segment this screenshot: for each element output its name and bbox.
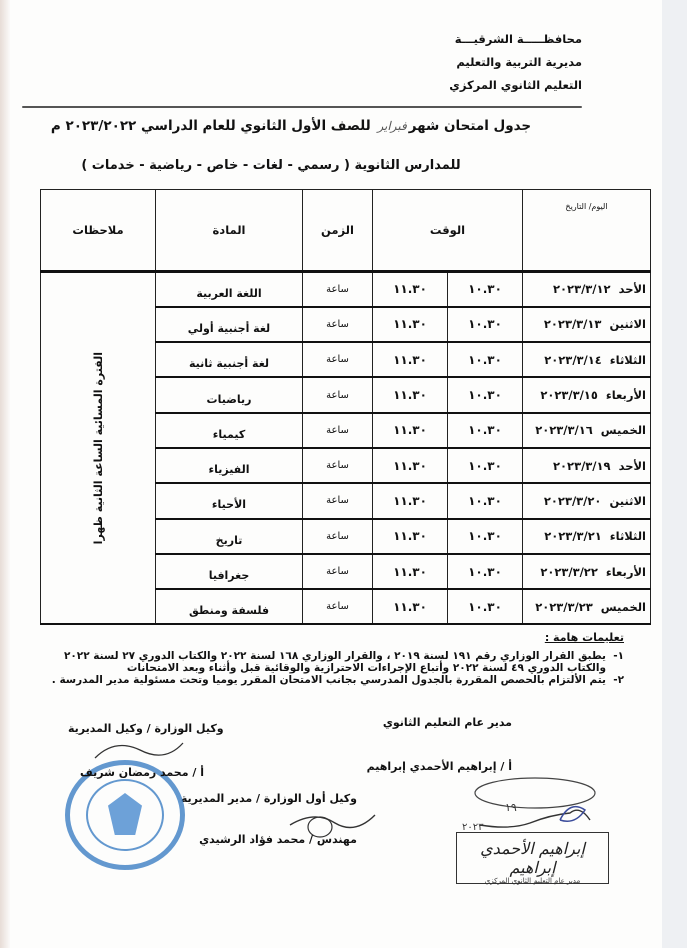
date-value: ٢٠٢٣/٣/٢٠ — [543, 493, 602, 508]
cell-time-from: ١٠.٣٠ — [448, 448, 523, 483]
signature-name-first-deputy: مهندس / محمد فؤاد الرشيدي — [199, 833, 357, 846]
cell-subject: تاريخ — [156, 519, 303, 554]
cell-duration: ساعة — [303, 342, 373, 377]
cell-time-from: ١٠.٣٠ — [448, 342, 523, 377]
header-date: اليوم/ التاريخ — [523, 190, 651, 272]
cell-date — [523, 483, 651, 518]
cell-time-from: ١٠.٣٠ — [448, 554, 523, 589]
day-name: الاثنين — [609, 493, 646, 508]
signature-title-first-deputy: وكيل أول الوزارة / مدير المديرية — [180, 792, 357, 805]
svg-text:٢٠٢٣: ٢٠٢٣ — [462, 822, 484, 833]
cell-duration: ساعة — [303, 448, 373, 483]
document-subtitle: للمدارس الثانوية ( رسمي - لغات - خاص - رياضية - خدمات ) — [81, 158, 461, 173]
day-name: الثلاثاء — [609, 529, 646, 544]
cell-date — [523, 413, 651, 448]
date-value: ٢٠٢٣/٣/١٣ — [543, 317, 602, 332]
table-header-row — [41, 190, 651, 272]
official-rectangular-stamp — [456, 832, 609, 884]
instruction-number: ٢- — [613, 674, 624, 686]
signature-name-deputy: أ / محمد رمضان شريف — [80, 766, 204, 779]
date-value: ٢٠٢٣/٣/٢٣ — [535, 599, 593, 614]
instructions — [22, 632, 624, 686]
document-title — [0, 118, 582, 134]
header-time: الوقت — [373, 190, 523, 272]
cell-duration: ساعة — [303, 413, 373, 448]
exam-schedule-table — [40, 189, 651, 625]
cell-subject: لغة أجنبية أولي — [156, 307, 303, 342]
header-divider — [22, 106, 582, 108]
cell-date — [523, 589, 651, 624]
day-name: الخميس — [600, 599, 646, 614]
cell-subject: لغة أجنبية ثانية — [156, 342, 303, 377]
date-value: ٢٠٢٣/٣/٢١ — [544, 529, 602, 544]
cell-time-to: ١١.٣٠ — [373, 483, 448, 518]
cell-date — [523, 272, 651, 307]
title-suffix: للصف الأول الثانوي للعام الدراسي ٢٠٢٣/٢٠٢٢ م — [50, 118, 371, 134]
day-name: الاثنين — [609, 317, 646, 332]
header-subject: المادة — [156, 190, 303, 272]
date-value: ٢٠٢٣/٣/١٦ — [535, 423, 593, 438]
cell-time-to: ١١.٣٠ — [373, 589, 448, 624]
date-value: ٢٠٢٣/٣/١٢ — [553, 282, 611, 297]
cell-duration: ساعة — [303, 589, 373, 624]
instruction-text: يتم الألتزام بالحصص المقررة بالجدول المدرسي بجانب الامتحان المقرر يوميا وتحت مسئولية مدير المدرسة . — [51, 674, 606, 686]
cell-time-from: ١٠.٣٠ — [448, 483, 523, 518]
cell-time-to: ١١.٣٠ — [373, 272, 448, 307]
cell-date — [523, 519, 651, 554]
cell-time-from: ١٠.٣٠ — [448, 377, 523, 412]
cell-subject: اللغة العربية — [156, 272, 303, 307]
cell-subject: الأحياء — [156, 483, 303, 518]
cell-time-to: ١١.٣٠ — [373, 554, 448, 589]
header-notes: ملاحظات — [41, 190, 156, 272]
date-value: ٢٠٢٣/٣/١٥ — [540, 388, 598, 403]
cell-date — [523, 448, 651, 483]
instruction-item — [22, 650, 624, 674]
cell-date — [523, 554, 651, 589]
cell-time-from: ١٠.٣٠ — [448, 272, 523, 307]
cell-time-from: ١٠.٣٠ — [448, 413, 523, 448]
cell-date — [523, 377, 651, 412]
table-row — [41, 272, 651, 307]
day-name: الثلاثاء — [609, 352, 646, 367]
cell-time-from: ١٠.٣٠ — [448, 519, 523, 554]
eagle-emblem-icon — [108, 793, 142, 835]
day-name: الأحد — [618, 458, 646, 473]
cell-time-to: ١١.٣٠ — [373, 342, 448, 377]
cell-time-from: ١٠.٣٠ — [448, 307, 523, 342]
cell-duration: ساعة — [303, 519, 373, 554]
instruction-item — [22, 674, 624, 686]
date-value: ٢٠٢٣/٣/١٩ — [553, 458, 611, 473]
signature-title-deputy: وكيل الوزارة / وكيل المديرية — [68, 722, 224, 735]
title-month-handwritten: فبراير — [377, 119, 407, 133]
handwritten-signature-icon — [460, 775, 610, 835]
cell-date — [523, 307, 651, 342]
org-line-directorate: مديرية التربية والتعليم — [456, 55, 582, 69]
cell-subject: كيمياء — [156, 413, 303, 448]
cell-duration: ساعة — [303, 554, 373, 589]
cell-duration: ساعة — [303, 307, 373, 342]
header-duration: الزمن — [303, 190, 373, 272]
instructions-heading: تعليمات هامة : — [544, 631, 624, 644]
date-value: ٢٠٢٣/٣/٢٢ — [540, 564, 598, 579]
date-value: ٢٠٢٣/٣/١٤ — [544, 352, 602, 367]
cell-subject: جغرافيا — [156, 554, 303, 589]
cell-time-to: ١١.٣٠ — [373, 307, 448, 342]
cell-duration: ساعة — [303, 272, 373, 307]
cell-duration: ساعة — [303, 377, 373, 412]
day-name: الخميس — [600, 423, 646, 438]
cell-notes — [41, 272, 156, 625]
stamp-name: إبراهيم الأحمدي إبراهيم — [480, 839, 585, 877]
org-line-department: التعليم الثانوي المركزي — [449, 78, 582, 92]
cell-duration: ساعة — [303, 483, 373, 518]
notes-text: الفترة المسائية الساعة الثانية ظهرا — [91, 352, 105, 545]
cell-time-to: ١١.٣٠ — [373, 448, 448, 483]
day-name: الأحد — [618, 282, 646, 297]
handwritten-signature-icon — [95, 738, 185, 768]
signature-name-secondary-director: أ / إبراهيم الأحمدي إبراهيم — [366, 760, 512, 773]
cell-time-to: ١١.٣٠ — [373, 519, 448, 554]
svg-text:١٩: ١٩ — [505, 801, 517, 814]
day-name: الأربعاء — [605, 388, 646, 403]
signature-title-secondary-director: مدير عام التعليم الثانوي — [382, 716, 512, 729]
title-prefix: جدول امتحان شهر — [408, 118, 532, 134]
cell-subject: الفيزياء — [156, 448, 303, 483]
org-line-governorate: محافظـــــة الشرقيـــة — [454, 32, 582, 46]
stamp-subtitle: مدير عام التعليم الثانوي المركزي — [484, 877, 581, 885]
cell-subject: رياضيات — [156, 377, 303, 412]
cell-date — [523, 342, 651, 377]
cell-time-from: ١٠.٣٠ — [448, 589, 523, 624]
instruction-text: يطبق القرار الوزاري رقم ١٩١ لسنة ٢٠١٩ ، والقرار الوزاري ١٦٨ لسنة ٢٠٢٢ والكتاب الدوري ٢٧ لسنة ٢٠٢٢ والكتاب الدوري ٤٩ لسنة ٢٠٢٢ وأتباع الإجراءات الاحترازية والوقائية قبل وأثناء وبعد الامتحانات — [63, 650, 606, 674]
instruction-number: ١- — [613, 650, 624, 662]
cell-time-to: ١١.٣٠ — [373, 377, 448, 412]
table-body — [41, 272, 651, 625]
organization-header — [422, 28, 582, 97]
day-name: الأربعاء — [605, 564, 646, 579]
cell-subject: فلسفة ومنطق — [156, 589, 303, 624]
cell-time-to: ١١.٣٠ — [373, 413, 448, 448]
